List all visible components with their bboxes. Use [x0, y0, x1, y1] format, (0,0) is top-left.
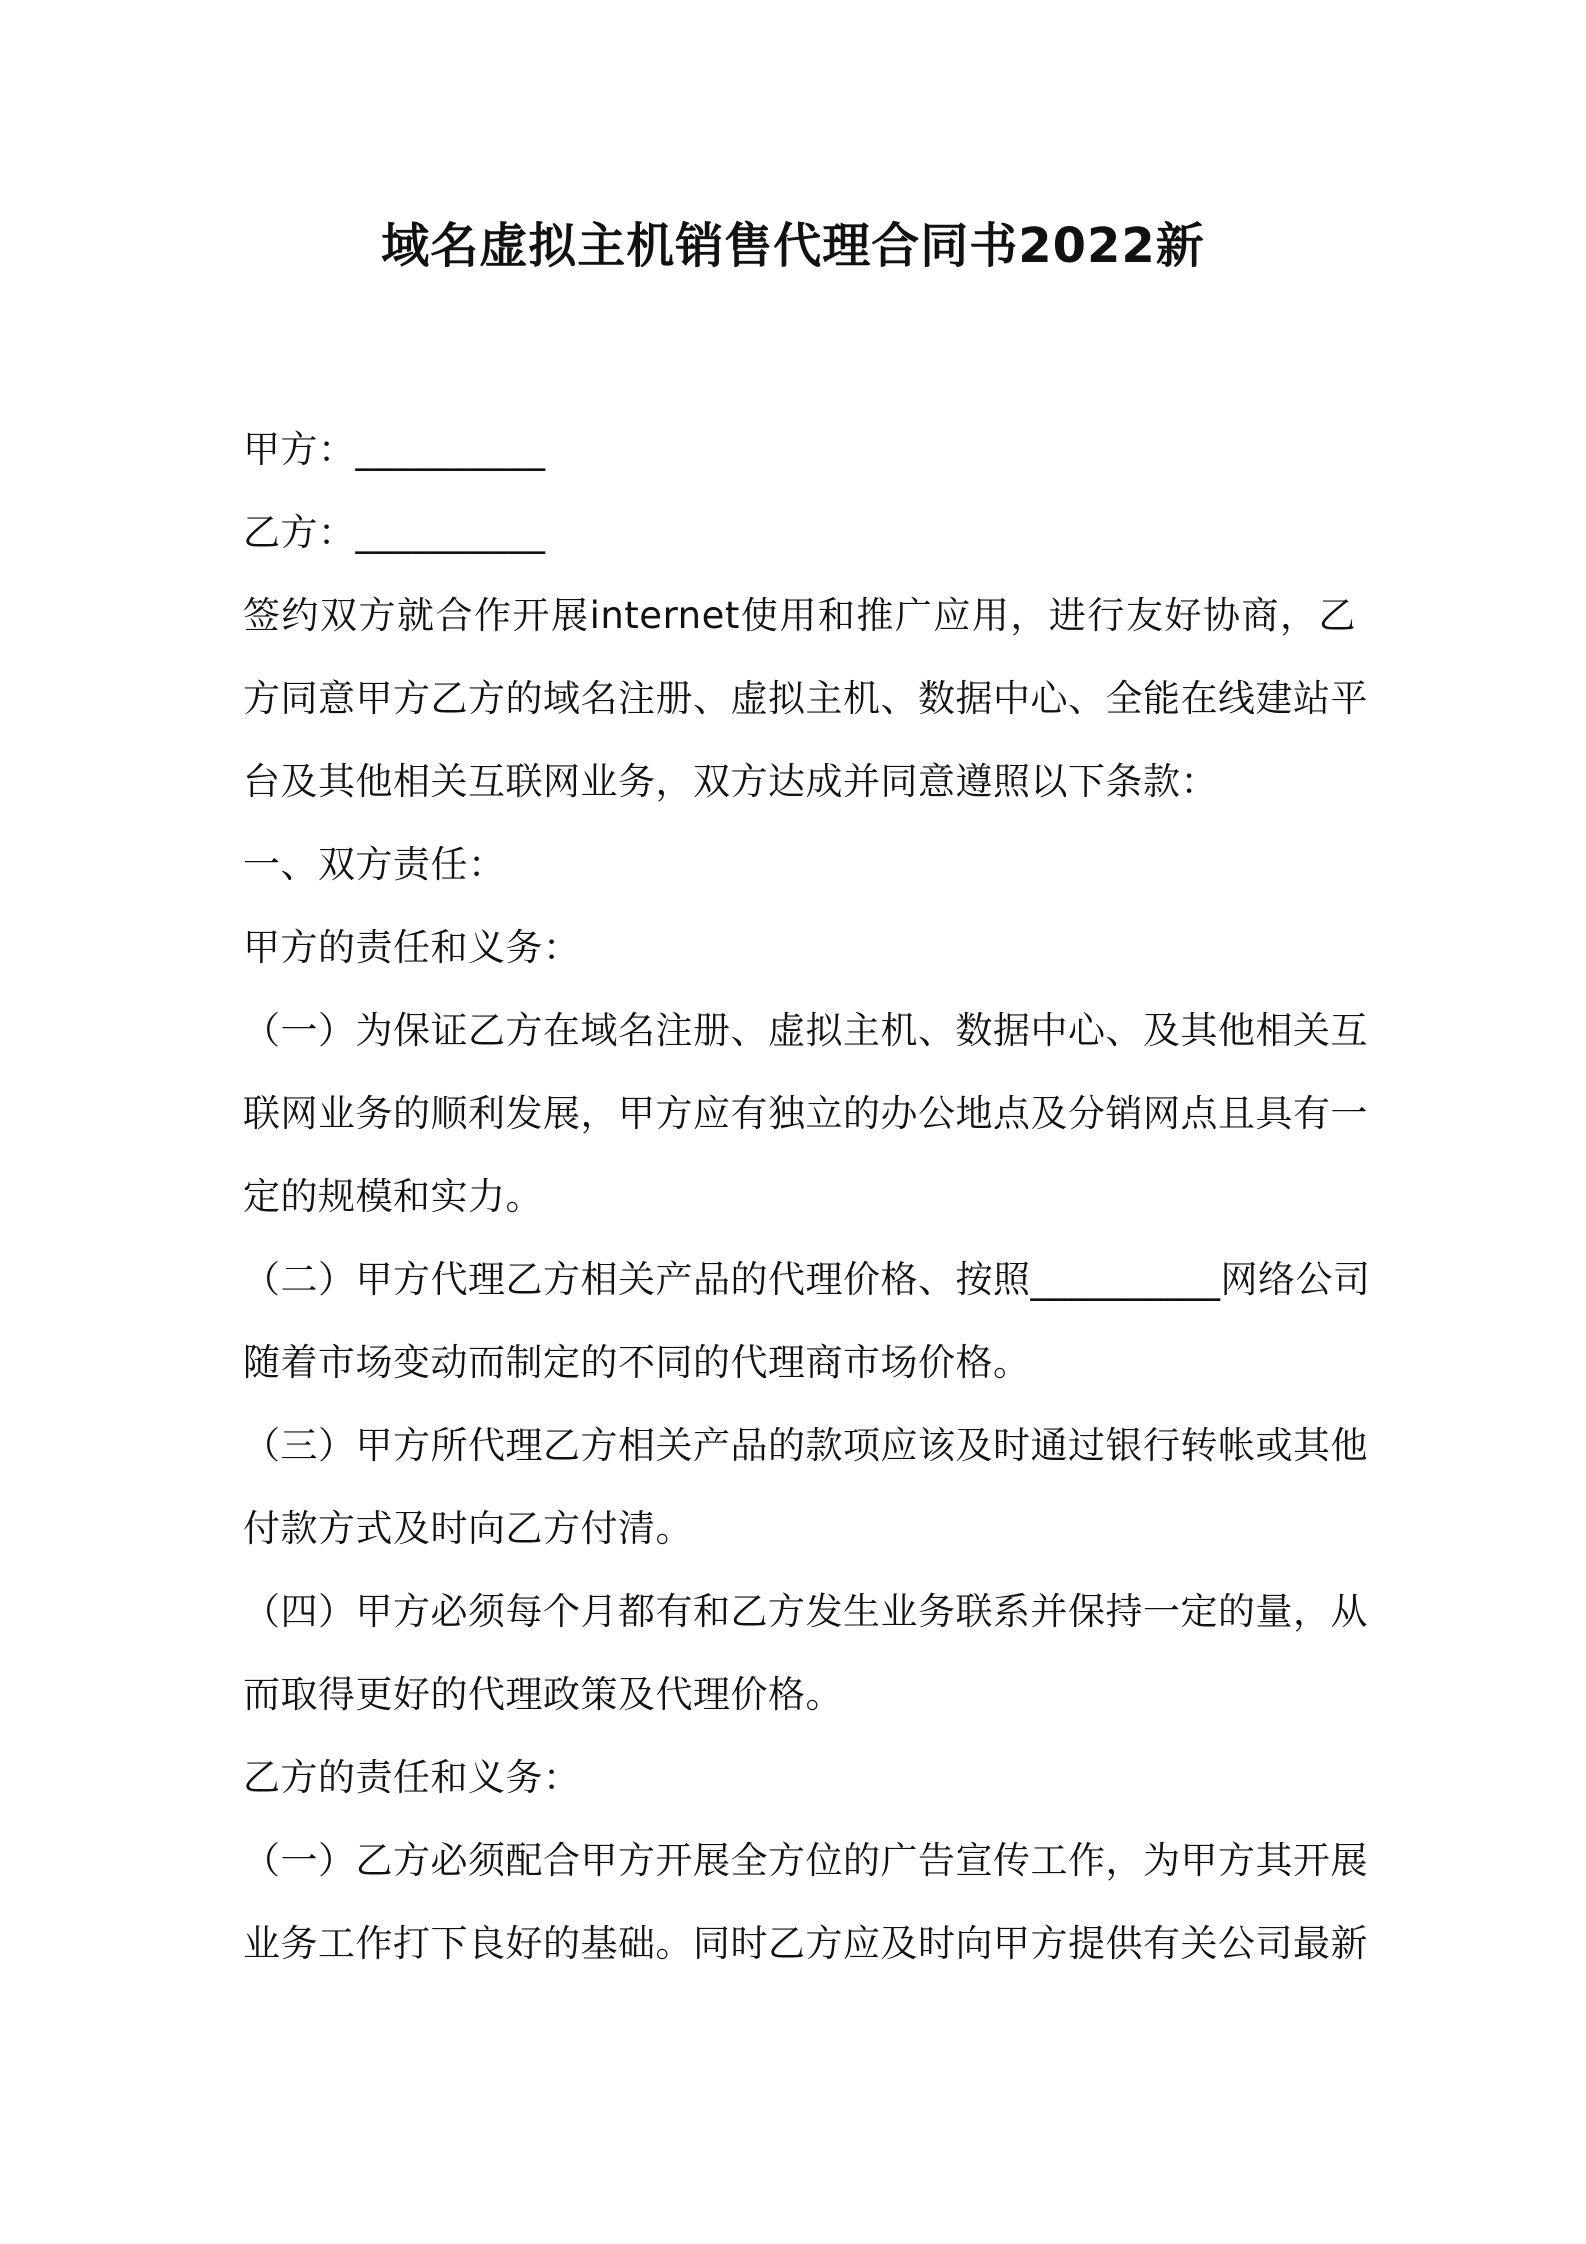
subsection-heading: 乙方的责任和义务： [243, 1756, 581, 1799]
clause-line: （一）乙方必须配合甲方开展全方位的广告宣传工作，为甲方其开展 [243, 1839, 1368, 1882]
document-title: 域名虚拟主机销售代理合同书2022新 [381, 218, 1205, 274]
subsection-heading: 甲方的责任和义务： [243, 926, 581, 969]
paragraph-line: 签约双方就合作开展internet使用和推广应用，进行友好协商，乙 [243, 594, 1356, 637]
clause-line: 而取得更好的代理政策及代理价格。 [243, 1673, 843, 1716]
clause-line: 付款方式及时向乙方付清。 [243, 1507, 693, 1550]
clause-line: （四）甲方必须每个月都有和乙方发生业务联系并保持一定的量，从 [243, 1590, 1368, 1633]
paragraph-line: 方同意甲方乙方的域名注册、虚拟主机、数据中心、全能在线建站平 [243, 677, 1368, 720]
clause-line: 联网业务的顺利发展，甲方应有独立的办公地点及分销网点且具有一 [243, 1092, 1368, 1135]
clause-line: 业务工作打下良好的基础。同时乙方应及时向甲方提供有关公司最新 [243, 1922, 1368, 1965]
clause-line: 定的规模和实力。 [243, 1175, 543, 1218]
party-a-line: 甲方：__________ [243, 428, 546, 471]
clause-line: （三）甲方所代理乙方相关产品的款项应该及时通过银行转帐或其他 [243, 1424, 1368, 1467]
clause-line: （二）甲方代理乙方相关产品的代理价格、按照__________网络公司 [243, 1258, 1371, 1301]
party-b-line: 乙方：__________ [243, 511, 546, 554]
paragraph-line: 台及其他相关互联网业务，双方达成并同意遵照以下条款： [243, 760, 1218, 803]
clause-line: 随着市场变动而制定的不同的代理商市场价格。 [243, 1341, 1031, 1384]
section-heading: 一、双方责任： [243, 843, 506, 886]
clause-line: （一）为保证乙方在域名注册、虚拟主机、数据中心、及其他相关互 [243, 1009, 1368, 1052]
document-body [243, 408, 1371, 1985]
